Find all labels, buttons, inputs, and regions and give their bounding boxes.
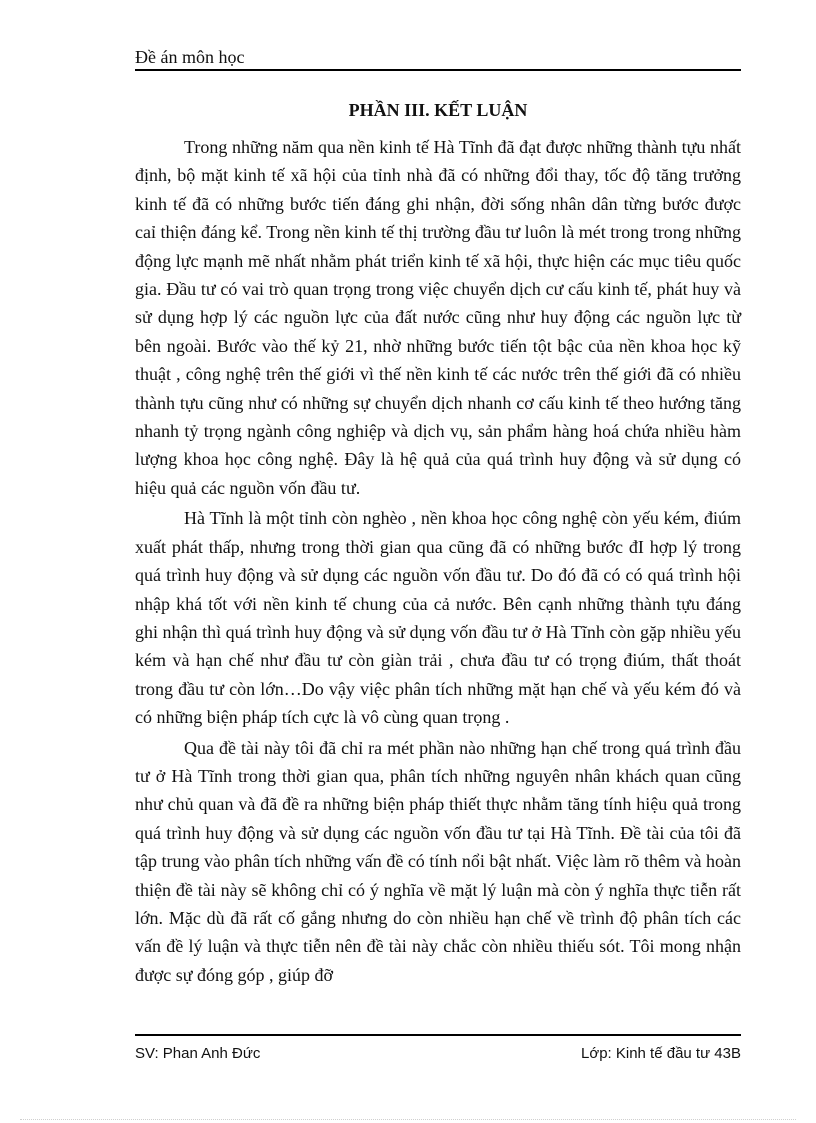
footer-class-name: Lớp: Kinh tế đầu tư 43B	[581, 1045, 741, 1062]
paragraph-2: Hà Tĩnh là một tỉnh còn nghèo , nền khoa học công nghệ còn yếu kém, điúm xuất phát thấp, nhưng trong thời gian qua cũng đã có những bước đI hợp lý trong quá trình huy động và sử dụng các nguồn vốn đầu tư. Do đó đã có có quá trình hội nhập khá tốt với nền kinh tế chung của cả nước. Bên cạnh những thành tựu đáng ghi nhận thì quá trình huy động và sử dụng vốn đầu tư ở Hà Tĩnh còn gặp nhiều yếu kém và hạn chế như đầu tư còn giàn trải , chưa đầu tư có trọng điúm, thất thoát trong đầu tư còn lớn…Do vậy việc phân tích những mặt hạn chế và yếu kém đó và có những biện pháp tích cực là vô cùng quan trọng .	[135, 508, 741, 728]
page-header-title: Đề án môn học	[135, 47, 245, 67]
document-body	[135, 133, 741, 989]
page-bottom-dotted-line	[20, 1119, 796, 1120]
section-title: PHẦN III. KẾT LUẬN	[348, 100, 528, 120]
header-divider	[135, 69, 741, 71]
paragraph-1: Trong những năm qua nền kinh tế Hà Tĩnh đã đạt được những thành tựu nhất định, bộ mặt kinh tế xã hội của tỉnh nhà đã có những đổi thay, tốc độ tăng trưởng kinh tế đã có những bước tiến đáng ghi nhận, đời sống nhân dân từng bước được caỉ thiện đáng kể. Trong nền kinh tế thị trường đầu tư luôn là mét trong trong những động lực mạnh mẽ nhất nhằm phát triển kinh tế xã hội, thực hiện các mục tiêu quốc gia. Đầu tư có vai trò quan trọng trong việc chuyển dịch cư cấu kinh tế, phát huy và sử dụng hợp lý các nguồn lực của đất nước cũng như huy động các nguồn lực từ bên ngoài. Bước vào thế kỷ 21, nhờ những bước tiến tột bậc của nền khoa học kỹ thuật , công nghệ trên thế giới vì thế nền kinh tế các nước trên thế giới đã có nhiều thành tựu cũng như có những sự chuyển dịch nhanh cơ cấu kinh tế theo hướng tăng nhanh tỷ trọng ngành công nghiệp và dịch vụ, sản phẩm hàng hoá chứa nhiều hàm lượng khoa học công nghệ. Đây là hệ quả của quá trình huy động và sử dụng có hiệu quả các nguồn vốn đầu tư.	[135, 137, 741, 498]
footer-divider	[135, 1034, 741, 1036]
footer-student-name: SV: Phan Anh Đức	[135, 1045, 261, 1062]
paragraph-3: Qua đề tài này tôi đã chỉ ra mét phần nào những hạn chế trong quá trình đầu tư ở Hà Tĩnh trong thời gian qua, phân tích những nguyên nhân khách quan cũng như chủ quan và đã đề ra những biện pháp thiết thực nhằm tăng tính hiệu quả trong quá trình huy động và sử dụng các nguồn vốn đầu tư tại Hà Tĩnh. Đề tài của tôi đã tập trung vào phân tích những vấn đề có tính nổi bật nhất. Việc làm rõ thêm và hoàn thiện đề tài này sẽ không chỉ có ý nghĩa về mặt lý luận mà còn ý nghĩa thực tiễn rất lớn. Mặc dù đã rất cố gắng nhưng do còn nhiều hạn chế về trình độ phân tích các vấn đề lý luận và thực tiễn nên đề tài này chắc còn nhiều thiếu sót. Tôi mong nhận được sự đóng góp , giúp đỡ	[135, 737, 741, 985]
